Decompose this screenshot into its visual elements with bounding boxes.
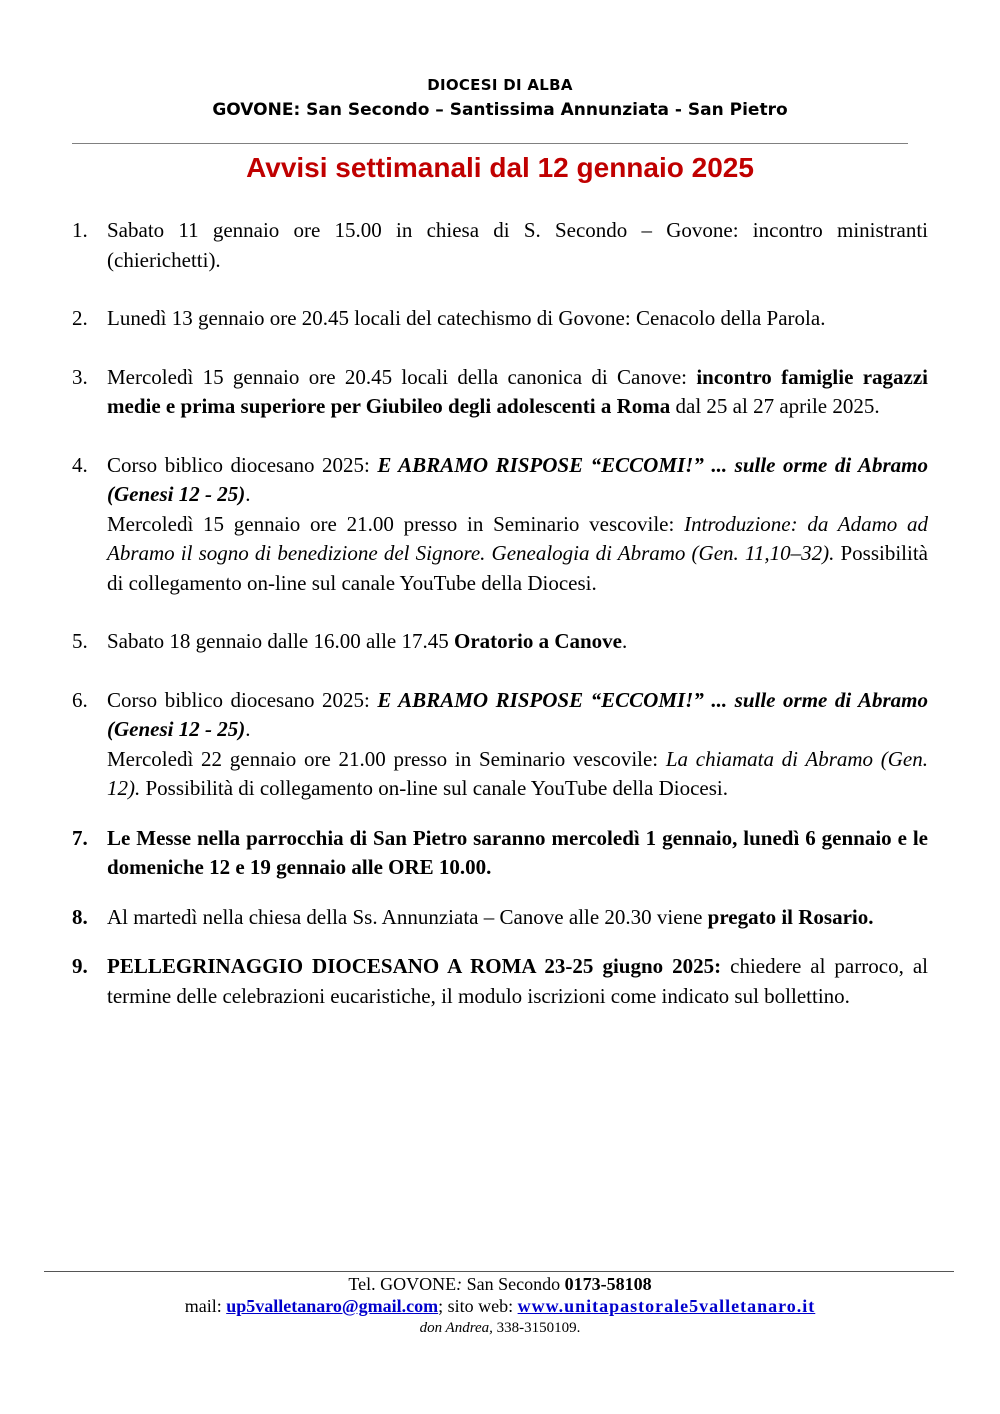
phone-number: 0173-58108 [564, 1274, 652, 1294]
list-item [72, 304, 928, 334]
list-item [72, 216, 928, 275]
lesson-title: Introduzione: da Adamo ad Abramo il sogno di benedizione del Signore. Genealogia di Abramo (Gen. 11,10–32). [107, 511, 928, 565]
item-text [107, 216, 928, 275]
diocese-heading: DIOCESI DI ALBA [427, 76, 573, 94]
notices-list [72, 216, 928, 1011]
tel-place: San Secondo [462, 1274, 565, 1294]
item-text [107, 903, 928, 933]
item-text-bold: pregato il Rosario. [707, 904, 874, 929]
item-number: 7. [72, 825, 88, 850]
item-text [107, 686, 928, 804]
item-text-4: Mercoledì 22 gennaio ore 21.00 presso in Seminario vescovile: [107, 746, 666, 771]
item-number: 9. [72, 954, 88, 978]
item-text-1: Sabato 11 gennaio ore 15.00 in chiesa di S. Secondo – Govone: incontro ministranti (chierichetti). [107, 218, 928, 272]
list-item [72, 903, 928, 933]
item-text-3: . [245, 717, 251, 741]
footer-phone-line [0, 1274, 1000, 1295]
list-item [72, 686, 928, 804]
item-text-1: Corso biblico diocesano 2025: [107, 452, 378, 477]
web-label: ; sito web: [438, 1296, 518, 1316]
item-text-bold: Oratorio a Canove [454, 629, 622, 653]
footer-divider [44, 1271, 954, 1272]
item-text-1: Al martedì nella chiesa della Ss. Annunziata – Canove alle 20.30 viene [107, 904, 708, 929]
item-text [107, 952, 928, 1011]
footer-priest-line [0, 1320, 1000, 1337]
item-text-1: Sabato 18 gennaio dalle 16.00 alle 17.45 [107, 629, 455, 653]
item-text-3: dal 25 al 27 aprile 2025. [670, 394, 880, 418]
course-title: E ABRAMO RISPOSE “ECCOMI!” ... sulle orme di Abramo (Genesi 12 - 25) [107, 452, 928, 506]
list-item [72, 824, 928, 883]
tel-label: Tel. GOVONE [348, 1274, 457, 1294]
item-text-1: Corso biblico diocesano 2025: [107, 687, 378, 712]
item-text-3: . [622, 629, 628, 653]
item-text-6: Possibilità di collegamento on-line sul canale YouTube della Diocesi. [140, 776, 728, 800]
item-text-bold: incontro famiglie ragazzi medie e prima superiore per Giubileo degli adolescenti a Roma [107, 364, 929, 418]
item-text-4: Mercoledì 15 gennaio ore 21.00 presso in Seminario vescovile: [107, 511, 685, 536]
item-text [107, 627, 928, 657]
item-text-1: Le Messe nella parrocchia di San Pietro saranno mercoledì 1 gennaio, lunedì 6 gennaio e le domeniche 12 e 19 gennaio alle ORE 10.00. [107, 825, 928, 879]
item-text-2: chiedere al parroco, al termine delle celebrazioni eucaristiche, il modulo iscrizioni come indicato sul bollettino. [107, 954, 928, 1008]
item-text [107, 451, 928, 599]
email-link[interactable]: up5valletanaro@gmail.com [226, 1296, 439, 1316]
priest-name: don Andrea, [419, 1320, 493, 1336]
item-number: 8. [72, 904, 88, 929]
page-title: Avvisi settimanali dal 12 gennaio 2025 [246, 152, 754, 183]
item-text-3: . [245, 482, 251, 506]
footer-contact-line [0, 1296, 1000, 1317]
course-title: E ABRAMO RISPOSE “ECCOMI!” ... sulle orme di Abramo (Genesi 12 - 25) [107, 687, 928, 741]
list-item [72, 952, 928, 1011]
item-text-bold: PELLEGRINAGGIO DIOCESANO A ROMA 23-25 giugno 2025: [107, 954, 722, 978]
item-text [107, 304, 928, 334]
priest-phone: 338-3150109. [492, 1320, 581, 1336]
item-number: 4. [72, 452, 88, 477]
parishes-heading: GOVONE: San Secondo – Santissima Annunziata - San Pietro [212, 100, 788, 120]
item-number: 3. [72, 364, 88, 389]
list-item [72, 451, 928, 599]
item-text [107, 824, 928, 883]
item-number: 1. [72, 218, 88, 242]
website-link[interactable]: www.unitapastorale5valletanaro.it [517, 1296, 816, 1316]
header-divider [72, 143, 908, 144]
item-number: 6. [72, 687, 88, 712]
item-text-1: Mercoledì 15 gennaio ore 20.45 locali della canonica di Canove: [107, 364, 697, 389]
item-text [107, 363, 928, 422]
item-text-6: Possibilità di collegamento on-line sul canale YouTube della Diocesi. [107, 541, 928, 595]
list-item [72, 363, 928, 422]
mail-label: mail: [184, 1296, 227, 1316]
item-number: 2. [72, 306, 88, 330]
list-item [72, 627, 928, 657]
item-text-1: Lunedì 13 gennaio ore 20.45 locali del catechismo di Govone: Cenacolo della Parola. [107, 306, 826, 330]
item-number: 5. [72, 629, 88, 653]
lesson-title: La chiamata di Abramo (Gen. 12). [107, 746, 928, 800]
tel-colon: : [456, 1274, 463, 1294]
